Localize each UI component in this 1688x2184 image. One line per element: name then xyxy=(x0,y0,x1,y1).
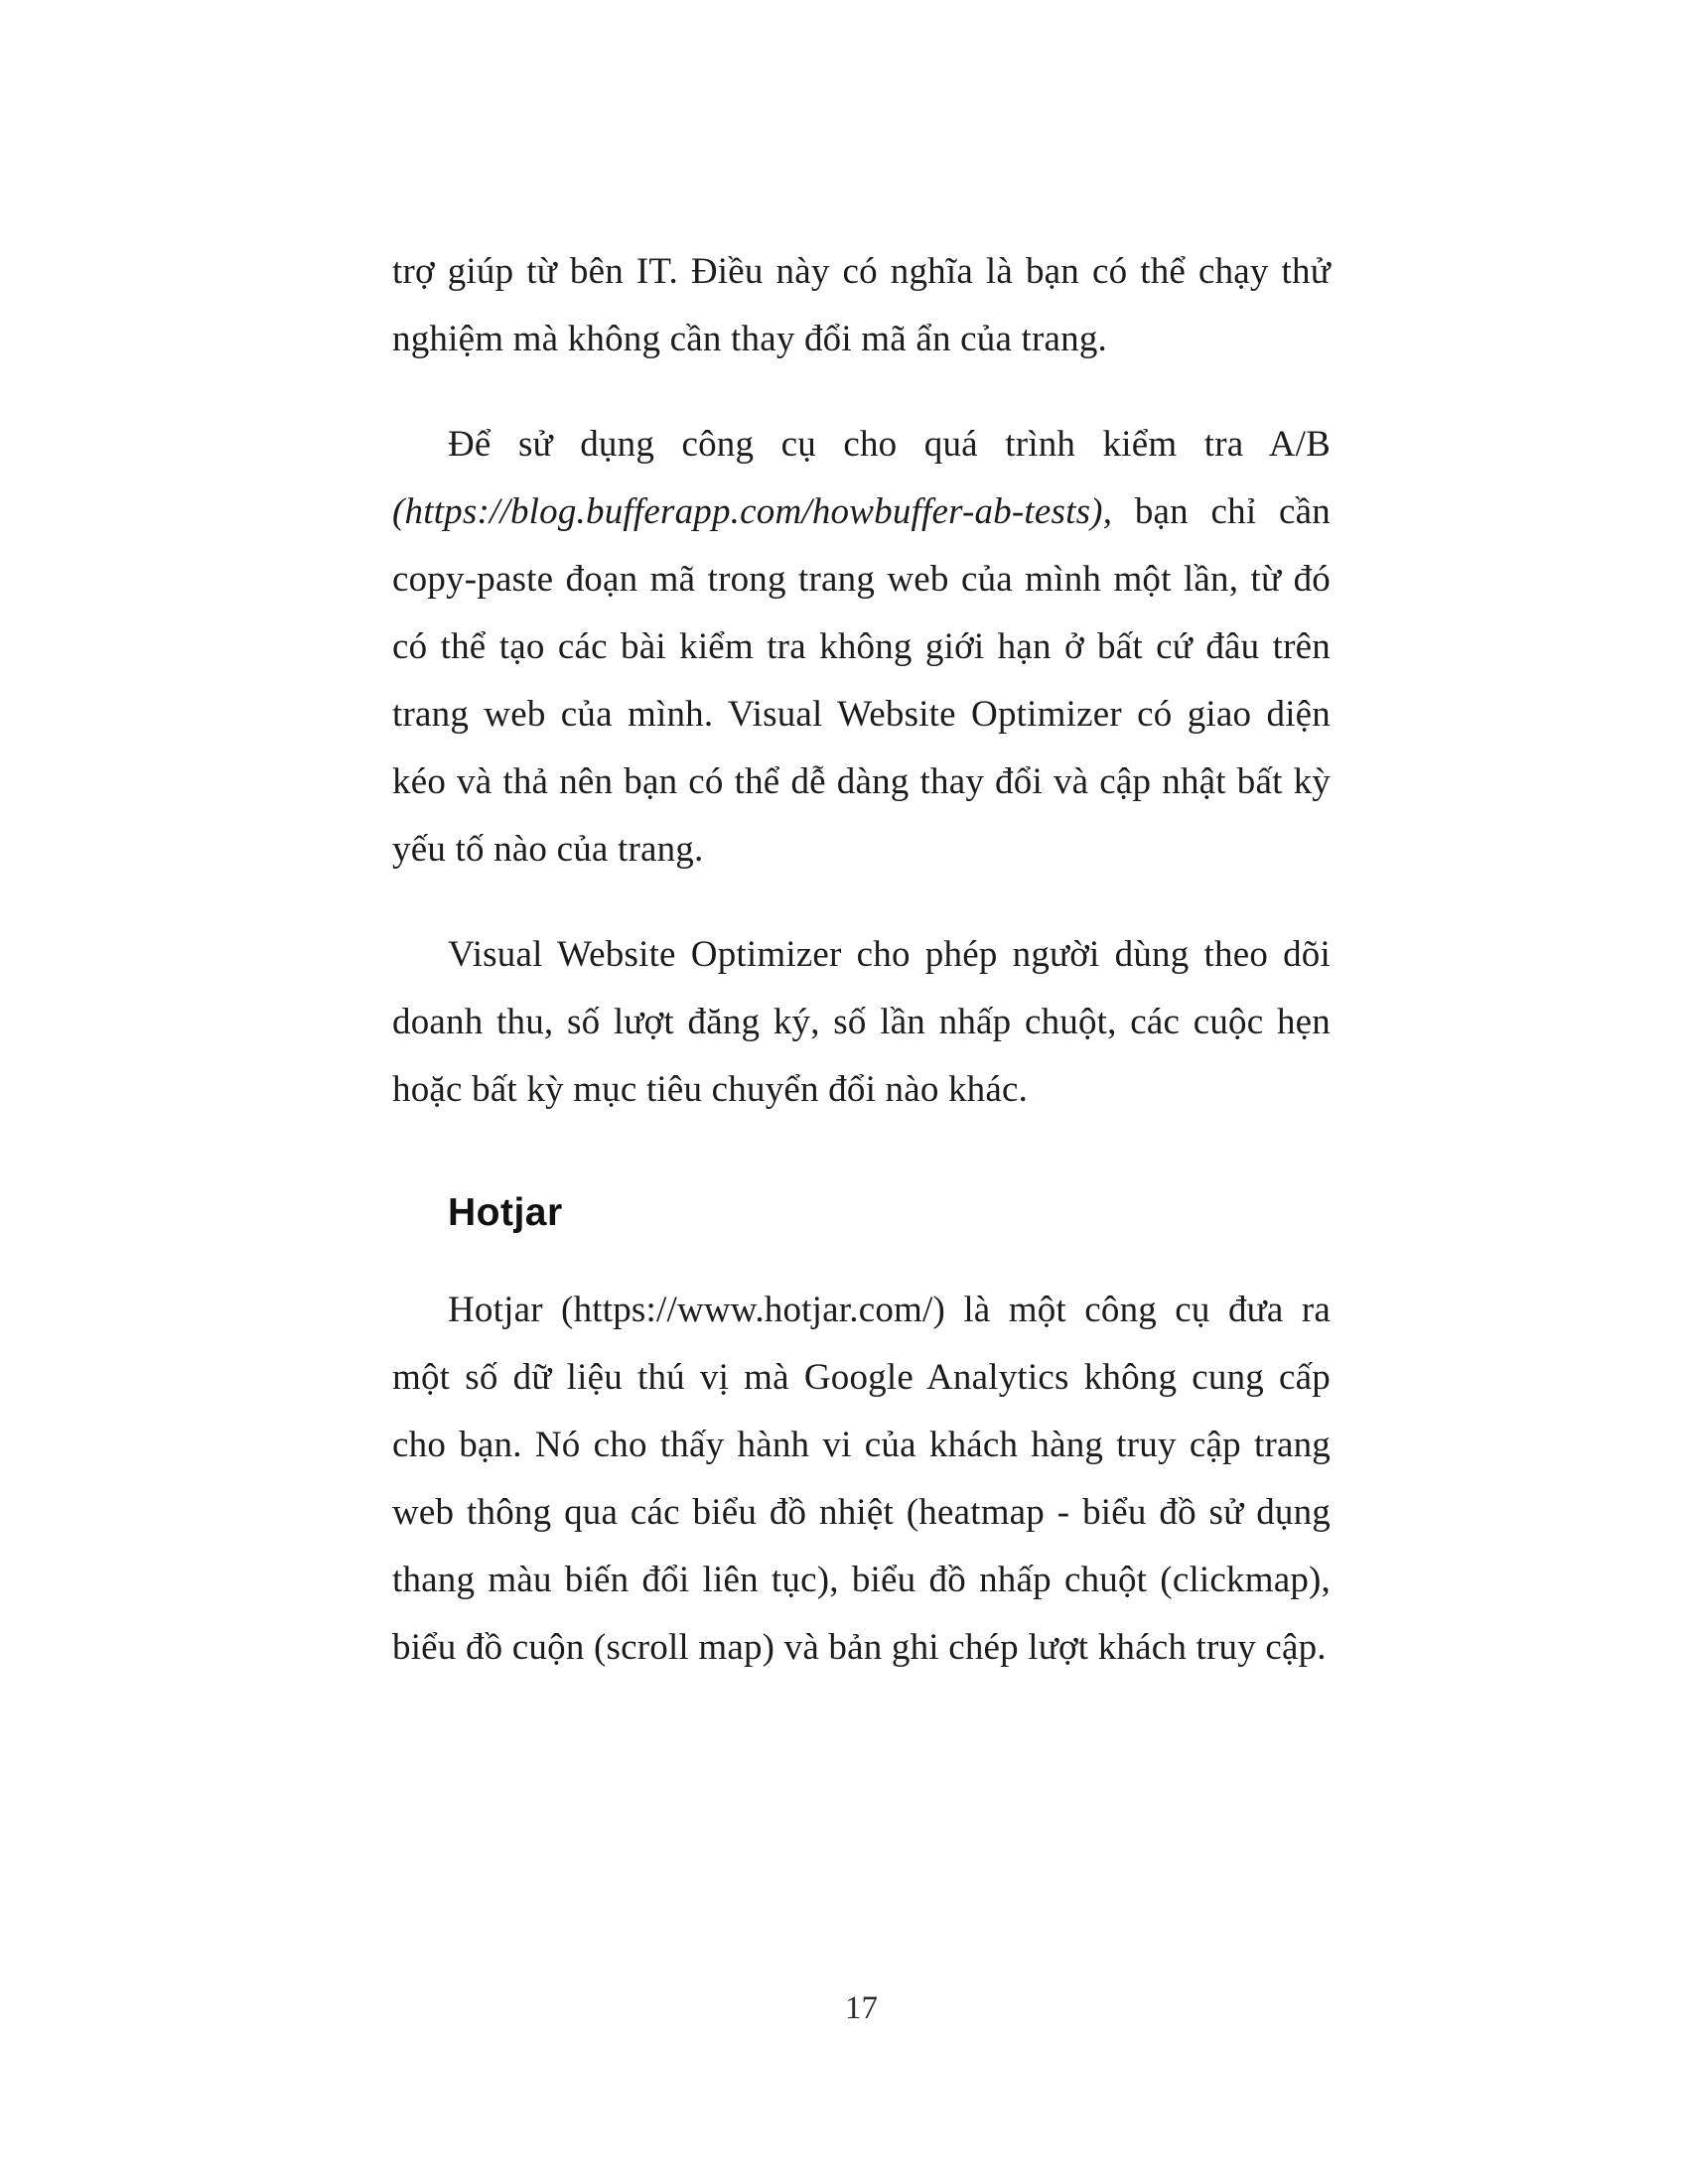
page-number: 17 xyxy=(845,1990,878,2026)
url-text: (https://blog.bufferapp.com/howbuffer-ab-tests), xyxy=(392,491,1113,532)
section-heading-hotjar: Hotjar xyxy=(448,1191,563,1234)
paragraph-hotjar: Hotjar (https://www.hotjar.com/) là một công cụ đưa ra một số dữ liệu thú vị mà Google Analytics không cung cấp cho bạn. Nó cho thấy hành vi của khách hàng truy cập trang web thông qua các biểu đồ nhiệt (heatmap - biểu đồ sử dụng thang màu biến đổi liên tục), biểu đồ nhấp chuột (clickmap), biểu đồ cuộn (scroll map) và bản ghi chép lượt khách truy cập. xyxy=(392,1290,1331,1668)
text-column xyxy=(392,238,1331,1719)
paragraph-ab-testing xyxy=(392,411,1331,884)
paragraph-text: Để sử dụng công cụ cho quá trình kiểm tra A/B xyxy=(448,424,1331,465)
paragraph-text: bạn chỉ cần copy-paste đoạn mã trong trang web của mình một lần, từ đó có thể tạo các bài kiểm tra không giới hạn ở bất cứ đâu trên trang web của mình. Visual Website Optimizer có giao diện kéo và thả nên bạn có thể dễ dàng thay đổi và cập nhật bất kỳ yếu tố nào của trang. xyxy=(392,491,1331,870)
paragraph-continuation: trợ giúp từ bên IT. Điều này có nghĩa là bạn có thể chạy thử nghiệm mà không cần thay đổi mã ẩn của trang. xyxy=(392,251,1331,359)
paragraph-vwo-goals: Visual Website Optimizer cho phép người dùng theo dõi doanh thu, số lượt đăng ký, số lần nhấp chuột, các cuộc hẹn hoặc bất kỳ mục tiêu chuyển đổi nào khác. xyxy=(392,934,1331,1110)
